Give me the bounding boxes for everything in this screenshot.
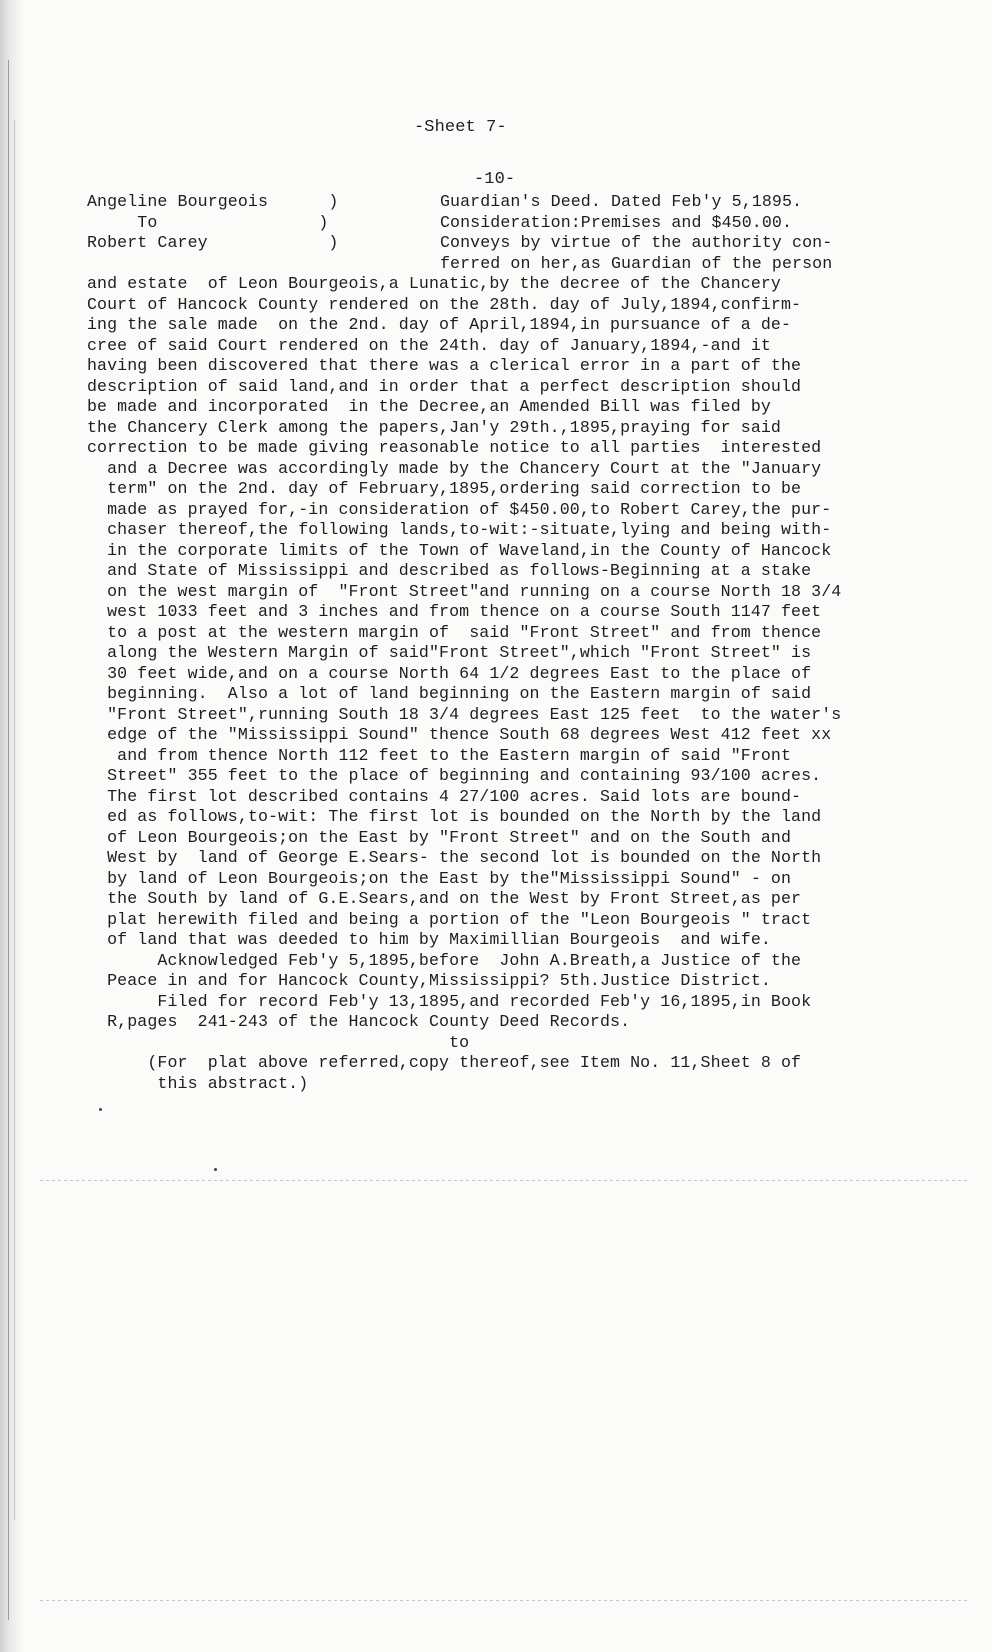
deed-summary-line: Guardian's Deed. Dated Feb'y 5,1895. bbox=[440, 192, 803, 211]
deed-summary-line: Conveys by virtue of the authority con- bbox=[440, 233, 833, 252]
grantor-name: Angeline Bourgeois bbox=[87, 192, 269, 211]
deed-body-line: correction to be made giving reasonable notice to all parties interested bbox=[87, 438, 822, 457]
speck-mark bbox=[214, 1168, 217, 1171]
deed-body-line: the Chancery Clerk among the papers,Jan'y 29th.,1895,praying for said bbox=[87, 417, 781, 437]
deed-body-line: plat herewith filed and being a portion of the "Leon Bourgeois " tract bbox=[87, 909, 812, 929]
grantee-name: Robert Carey bbox=[87, 233, 208, 252]
deed-body-line: made as prayed for,-in consideration of $450.00,to Robert Carey,the pur- bbox=[87, 499, 832, 519]
deed-body bbox=[87, 274, 841, 1094]
deed-body-line: and State of Mississippi and described as follows-Beginning at a stake bbox=[87, 561, 812, 580]
deed-body-line: Filed for record Feb'y 13,1895,and recorded Feb'y 16,1895,in Book bbox=[87, 991, 812, 1011]
deed-body-line: along the Western Margin of said"Front Street",which "Front Street" is bbox=[87, 643, 812, 662]
deed-body-line: to a post at the western margin of said "Front Street" and from thence bbox=[87, 622, 822, 642]
deed-body-line: Peace in and for Hancock County,Mississippi? 5th.Justice District. bbox=[87, 971, 771, 990]
deed-body-line: edge of the "Mississippi Sound" thence South 68 degrees West 412 feet xx bbox=[87, 725, 832, 744]
deed-body-line: ed as follows,to-wit: The first lot is bounded on the North by the land bbox=[87, 807, 822, 826]
deed-body-line: to bbox=[87, 1032, 470, 1052]
scan-edge-shadow bbox=[0, 0, 24, 1652]
deed-body-line: of land that was deeded to him by Maximillian Bourgeois and wife. bbox=[87, 930, 771, 949]
parties-block bbox=[87, 192, 338, 254]
deed-summary-line: ferred on her,as Guardian of the person bbox=[440, 253, 833, 273]
deed-body-line: description of said land,and in order that a perfect description should bbox=[87, 376, 802, 396]
deed-body-line: Acknowledged Feb'y 5,1895,before John A.Breath,a Justice of the bbox=[87, 950, 802, 970]
deed-body-line: by land of Leon Bourgeois;on the East by the"Mississippi Sound" - on bbox=[87, 868, 792, 888]
deed-body-line: ing the sale made on the 2nd. day of April,1894,in pursuance of a de- bbox=[87, 315, 792, 334]
party-connector: To bbox=[137, 212, 158, 232]
deed-body-line: be made and incorporated in the Decree,an Amended Bill was filed by bbox=[87, 397, 771, 416]
deed-body-line: Street" 355 feet to the place of beginning and containing 93/100 acres. bbox=[87, 766, 822, 785]
deed-body-line: and from thence North 112 feet to the Eastern margin of said "Front bbox=[87, 745, 792, 765]
deed-body-line: in the corporate limits of the Town of Waveland,in the County of Hancock bbox=[87, 540, 832, 560]
scan-artifact-line bbox=[40, 1600, 970, 1601]
deed-body-line: Court of Hancock County rendered on the 28th. day of July,1894,confirm- bbox=[87, 294, 802, 314]
deed-body-line: cree of said Court rendered on the 24th. day of January,1894,-and it bbox=[87, 335, 771, 355]
deed-body-line: term" on the 2nd. day of February,1895,ordering said correction to be bbox=[87, 479, 802, 498]
deed-body-line: beginning. Also a lot of land beginning on the Eastern margin of said bbox=[87, 684, 812, 703]
deed-body-line: of Leon Bourgeois;on the East by "Front Street" and on the South and bbox=[87, 827, 792, 847]
deed-summary bbox=[440, 192, 832, 274]
deed-body-line: west 1033 feet and 3 inches and from thence on a course South 1147 feet bbox=[87, 602, 822, 621]
deed-body-line: West by land of George E.Sears- the second lot is bounded on the North bbox=[87, 848, 822, 867]
deed-body-line: The first lot described contains 4 27/100 acres. Said lots are bound- bbox=[87, 786, 802, 806]
party-grantor-line bbox=[87, 192, 338, 213]
deed-summary-line: Consideration:Premises and $450.00. bbox=[440, 212, 793, 232]
deed-body-line: chaser thereof,the following lands,to-wit:-situate,lying and being with- bbox=[87, 520, 832, 539]
deed-body-line: (For plat above referred,copy thereof,see Item No. 11,Sheet 8 of bbox=[87, 1053, 802, 1072]
bracket: ) bbox=[328, 192, 339, 211]
bracket: ) bbox=[318, 212, 329, 232]
deed-body-line: the South by land of G.E.Sears,and on the West by Front Street,as per bbox=[87, 889, 802, 908]
sheet-header: -Sheet 7- bbox=[414, 118, 507, 137]
deed-body-line: 30 feet wide,and on a course North 64 1/2 degrees East to the place of bbox=[87, 663, 812, 683]
deed-body-line: and estate of Leon Bourgeois,a Lunatic,by the decree of the Chancery bbox=[87, 274, 781, 293]
deed-body-line: and a Decree was accordingly made by the Chancery Court at the "January bbox=[87, 458, 822, 478]
party-grantee-line bbox=[87, 233, 338, 254]
bracket: ) bbox=[328, 233, 339, 252]
scan-edge-line bbox=[8, 60, 9, 1620]
party-connector-line bbox=[87, 213, 338, 234]
scan-artifact-line bbox=[40, 1180, 970, 1181]
deed-body-line: R,pages 241-243 of the Hancock County Deed Records. bbox=[87, 1012, 631, 1031]
deed-body-line: this abstract.) bbox=[87, 1073, 309, 1093]
speck-mark bbox=[99, 1108, 102, 1111]
scan-edge-line-secondary bbox=[14, 120, 15, 1520]
deed-body-line: "Front Street",running South 18 3/4 degrees East 125 feet to the water's bbox=[87, 704, 842, 724]
item-number: -10- bbox=[474, 170, 516, 189]
deed-body-line: on the west margin of "Front Street"and running on a course North 18 3/4 bbox=[87, 581, 842, 601]
deed-body-line: having been discovered that there was a clerical error in a part of the bbox=[87, 356, 802, 375]
